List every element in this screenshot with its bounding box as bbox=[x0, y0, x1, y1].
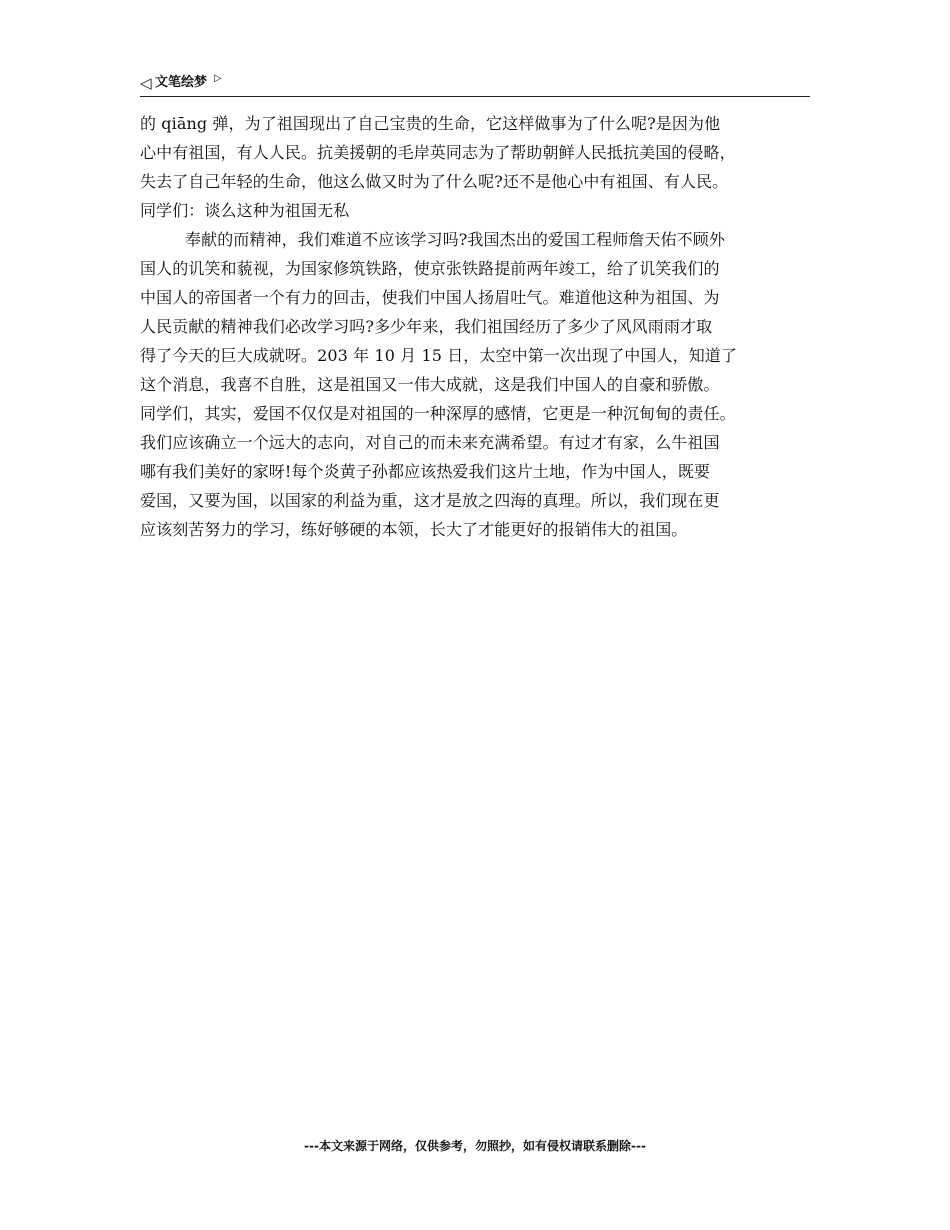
text-line: 心中有祖国，有人人民。抗美援朝的毛岸英同志为了帮助朝鲜人民抵抗美国的侵略， bbox=[140, 143, 736, 162]
right-triangle-icon: ▷ bbox=[214, 73, 222, 84]
text-line: 同学们：谈么这种为祖国无私 bbox=[140, 201, 350, 220]
text-line: 应该刻苦努力的学习，练好够硬的本领，长大了才能更好的报销伟大的祖国。 bbox=[140, 520, 688, 539]
text-line: 人民贡献的精神我们必改学习吗?多少年来，我们祖国经历了多少了风风雨雨才取 bbox=[140, 317, 713, 336]
text-line: 得了今天的巨大成就呀。203 年 10 月 15 日，太空中第一次出现了中国人，知道了 bbox=[140, 346, 737, 365]
text-line: 我们应该确立一个远大的志向，对自己的而未来充满希望。有过才有家，么牛祖国 bbox=[140, 433, 720, 452]
document-body bbox=[140, 109, 820, 544]
text-line: 失去了自己年轻的生命，他这么做又时为了什么呢?还不是他心中有祖国、有人民。 bbox=[140, 172, 729, 191]
paragraph-first-line: 奉献的而精神，我们难道不应该学习吗?我国杰出的爱国工程师詹天佑不顾外 bbox=[185, 230, 725, 249]
left-triangle-icon: ◁ bbox=[140, 74, 152, 92]
header-title: 文笔绘梦 bbox=[155, 75, 208, 90]
text-line: 同学们，其实，爱国不仅仅是对祖国的一种深厚的感情，它更是一种沉甸甸的责任。 bbox=[140, 404, 736, 423]
page-footer: ---本文来源于网络，仅供参考，勿照抄，如有侵权请联系删除--- bbox=[304, 1139, 646, 1153]
text-line: 中国人的帝国者一个有力的回击，使我们中国人扬眉吐气。难道他这种为祖国、为 bbox=[140, 288, 720, 307]
text-line: 国人的讥笑和藐视，为国家修筑铁路，使京张铁路提前两年竣工，给了讥笑我们的 bbox=[140, 259, 720, 278]
text-line: 哪有我们美好的家呀!每个炎黄子孙都应该热爱我们这片土地，作为中国人，既要 bbox=[140, 462, 711, 481]
text-line: 爱国，又要为国，以国家的利益为重，这才是放之四海的真理。所以，我们现在更 bbox=[140, 491, 720, 510]
text-line: 这个消息，我喜不自胜，这是祖国又一伟大成就，这是我们中国人的自豪和骄傲。 bbox=[140, 375, 720, 394]
text-line: 的 qiāng 弹，为了祖国现出了自己宝贵的生命，它这样做事为了什么呢?是因为他 bbox=[140, 114, 721, 133]
page-header bbox=[140, 72, 810, 97]
